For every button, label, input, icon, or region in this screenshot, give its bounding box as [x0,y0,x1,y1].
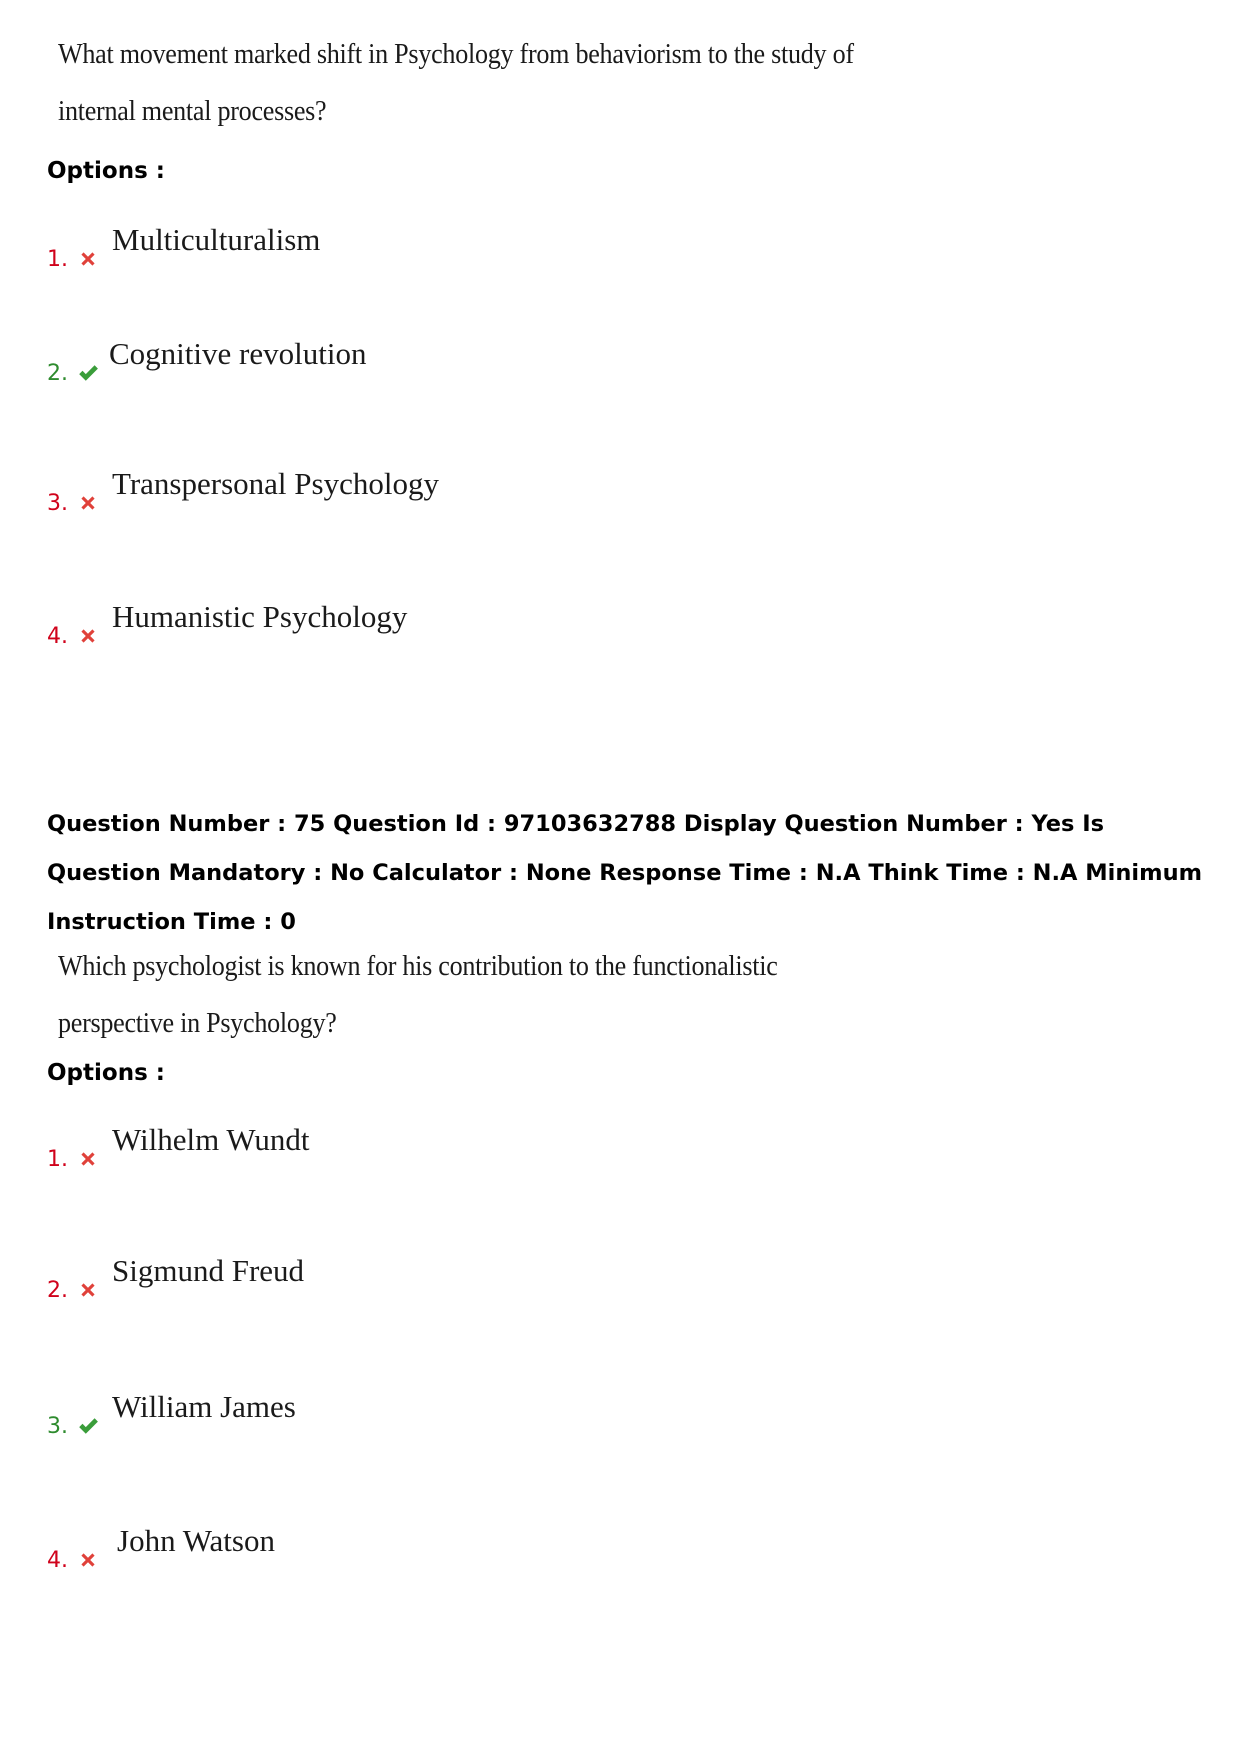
option-number: 3. [47,491,68,516]
question-74-option-3 [47,466,747,516]
option-number: 1. [47,247,68,272]
question-75-meta: Question Number : 75 Question Id : 97103632788 Display Question Number : Yes Is Question Mandatory : No Calculator : None Response Time : N.A Think Time : N.A Minimum Instruction Time : 0 [47,811,1203,935]
cross-icon [77,248,99,270]
question-75-option-2 [47,1253,747,1303]
question-75-option-4 [47,1523,747,1573]
question-74-options-label: Options : [47,158,165,184]
check-icon [77,1415,99,1437]
question-74-option-2 [47,336,747,386]
option-number: 4. [47,1548,68,1573]
question-75-text: Which psychologist is known for his contribution to the functionalistic perspective in Psychology? [58,950,778,1039]
question-75-options-label: Options : [47,1060,165,1086]
option-text: Wilhelm Wundt [112,1122,310,1157]
option-number: 3. [47,1414,68,1439]
option-text: Transpersonal Psychology [112,466,439,501]
question-74-option-4 [47,599,747,649]
option-text: Cognitive revolution [109,336,367,371]
cross-icon [77,625,99,647]
cross-icon [77,492,99,514]
option-number: 4. [47,624,68,649]
question-75-option-3 [47,1389,747,1439]
check-icon [77,362,99,384]
option-text: John Watson [117,1523,275,1558]
cross-icon [77,1148,99,1170]
question-75-option-1 [47,1122,747,1172]
option-text: William James [112,1389,296,1424]
cross-icon [77,1549,99,1571]
option-number: 2. [47,1278,68,1303]
option-number: 2. [47,361,68,386]
question-74-text: What movement marked shift in Psychology from behaviorism to the study of internal mental processes? [58,38,854,127]
option-number: 1. [47,1147,68,1172]
question-74-option-1 [47,222,747,272]
option-text: Sigmund Freud [112,1253,305,1288]
option-text: Multiculturalism [112,222,321,257]
option-text: Humanistic Psychology [112,599,408,634]
cross-icon [77,1279,99,1301]
